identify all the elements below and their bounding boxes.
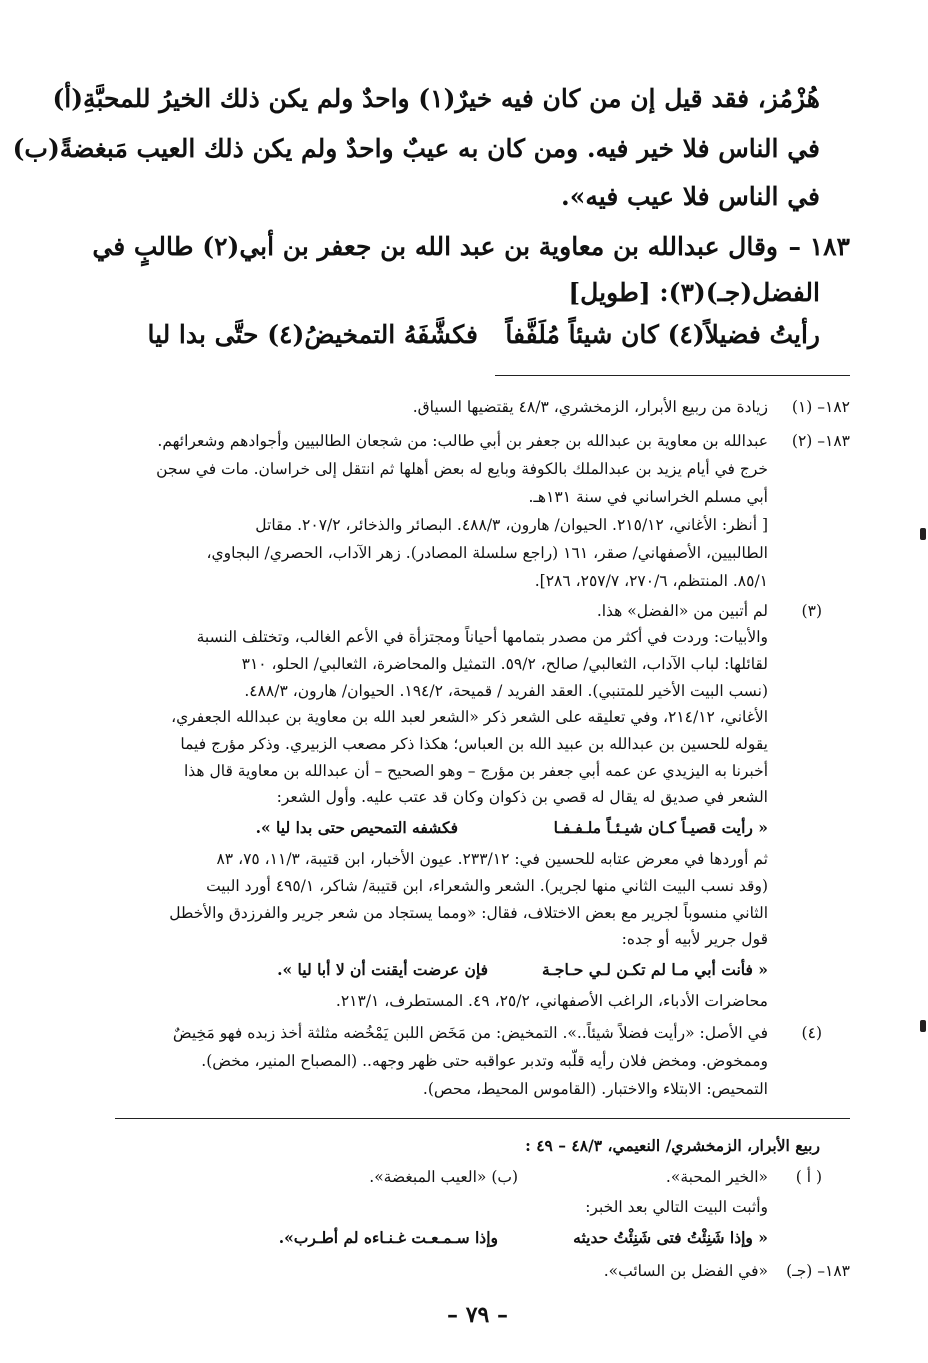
- variant-j-text: «في الفضل بن السائب».: [603, 1262, 768, 1280]
- margin-mark: [920, 528, 926, 540]
- note-3-line: محاضرات الأدباء، الراغب الأصفهاني، ٢٥/٢، ٤٩. المستطرف، ٢١٣/١.: [335, 992, 768, 1010]
- note-183-2-line: [ أنظر: الأغاني، ٢١٥/١٢. الحيوان/ هارون، ٤٨٨/٣. البصائر والذخائر، ٢٠٧/٢. مقاتل: [255, 516, 768, 534]
- note-182-1-text: زيادة من ربيع الأبرار، الزمخشري، ٤٨/٣ يقتضيها السياق.: [412, 398, 768, 416]
- variant-a-label: ( أ ): [795, 1168, 822, 1186]
- verse-hemistich-right: رأيتُ فضيلاً(٤) كان شيئاً مُلَفَّفاً: [505, 320, 820, 349]
- note-3-line: أخبرنا به اليزيدي عن عمه أبي جعفر بن مؤرج – وهو الصحيح – أن عبدالله بن معاوية قال هذا: [183, 762, 768, 780]
- page-number: – ٧٩ –: [447, 1302, 508, 1328]
- note-3-verse-1-left: فكشفه التمحيص حتى بدا ليا ».: [255, 818, 458, 837]
- note-3-line: لقائلها: لباب الآداب، الثعالبي/ صالح، ٥٩/٢. التمثيل والمحاضرة، الثعالبي/ الحلو، ٣١٠: [241, 655, 768, 673]
- note-3-label: (٣): [801, 602, 822, 620]
- entry-number-183: ١٨٣ –: [788, 232, 850, 261]
- note-4-label: (٤): [801, 1024, 822, 1042]
- note-3-line: (نسب البيت الأخير للمتنبي). العقد الفريد / قميحة، ١٩٤/٢. الحيوان/ هارون، ٤٨٨/٣.: [244, 682, 768, 700]
- note-183-2-line: ٨٥/١. المنتظم، ٢٧٠/٦، ٢٥٧/٧، ٢٨٦].: [534, 572, 768, 590]
- variant-a-text: «الخير المحبة».: [665, 1168, 768, 1186]
- variants-divider: [115, 1118, 850, 1119]
- note-3-line: الأغاني، ٢١٤/١٢، وفي تعليقه على الشعر ذكر «الشعر لعبد الله بن معاوية بن عبدالله الجعفري،: [171, 708, 768, 726]
- footnote-divider: [495, 375, 850, 376]
- note-4-line: في الأصل: «رأيت فضلاً شيئاً..». التمخيض: من مَخَض اللبن يَمْخُضه مثلثة أخذ زبده فهو مَخِيضٌ: [172, 1024, 768, 1042]
- note-3-verse-1-right: « رأيت قصيـاً كـان شيـئـاً ملـفـفـا: [553, 818, 768, 837]
- note-3-line: يقوله للحسين بن عبدالله بن عبيد الله بن العباس؛ هكذا ذكر مصعب الزبيري. وذكر مؤرج فيما: [180, 735, 768, 753]
- note-183-2-line: الطالبيين، الأصفهاني/ صقر، ١٦١ (راجع سلسلة المصادر). زهر الآداب، الحصري/ البجاوي،: [206, 544, 768, 562]
- note-3-verse-2-left: فإن عرضت أيقنت أن لا أبا ليا ».: [277, 960, 488, 979]
- note-3-verse-2-right: « فأنت أبي مـا لم تكـن لـي حـاجـة: [542, 960, 768, 979]
- variants-verse-right: « وإذا شَنِئْتُ فتى شَنِئْتُ حديثه: [573, 1228, 768, 1247]
- main-line-1: هُزْمُز، فقد قيل إن من كان فيه خيرٌ(١) واحدٌ ولم يكن ذلك الخيرُ للمحبَّةِ(أ): [52, 84, 820, 113]
- note-183-2-line: أبي مسلم الخراساني في سنة ١٣١هـ.: [528, 488, 768, 506]
- main-line-3: في الناس فلا عيب فيه».: [561, 182, 820, 211]
- note-3-line: (وقد نسب البيت الثاني منها لجرير). الشعر والشعراء، ابن قتيبة/ شاكر، ٤٩٥/١ أورد البيت: [206, 877, 768, 895]
- entry-183-line-1: وقال عبدالله بن معاوية بن عبد الله بن جعفر بن أبي(٢) طالبٍ في: [92, 232, 778, 261]
- note-3-line: لم أتبين من «الفضل» هذا.: [596, 602, 768, 620]
- note-182-1-label: ١٨٢– (١): [791, 398, 850, 416]
- variants-verse-left: وإذا سـمـعـت غـنـاءه لم أطـرب».: [278, 1228, 498, 1247]
- note-4-line: التمحيص: الابتلاء والاختبار. (القاموس المحيط، محص).: [422, 1080, 768, 1098]
- note-4-line: وممخوض. ومخض فلان رأيه قلّبه وتدبر عواقبه حتى ظهر وجهه.. (المصباح المنير، مخض).: [201, 1052, 768, 1070]
- variant-b-text: (ب) «العيب المبغضة».: [369, 1168, 518, 1186]
- variant-j-label: ١٨٣– (جـ): [786, 1262, 850, 1280]
- entry-183-line-2: الفضل(جـ)(٣): [طويل]: [568, 278, 820, 307]
- note-3-line: والأبيات: وردت في أكثر من مصدر بتمامها أحياناً ومجتزأة في الأعم الغالب، وتختلف النسبة: [196, 628, 768, 646]
- note-3-line: ثم أوردها في معرض عتابه للحسين في: ٢٣٣/١٢. عيون الأخبار، ابن قتيبة، ١١/٣، ٧٥، ٨٣: [216, 850, 768, 868]
- variants-after: وأثبت البيت التالي بعد الخبر:: [585, 1198, 768, 1216]
- margin-mark: [920, 1020, 926, 1032]
- verse-hemistich-left: فكشَّفَهُ التمخيضُ(٤) حتَّى بدا ليا: [147, 320, 478, 349]
- note-3-line: الشعر في صديق له يقال له قصي بن ذكوان وكان قد عتب عليه. وأول الشعر:: [276, 788, 768, 806]
- note-3-line: قول جرير لأبيه أو جده:: [621, 930, 768, 948]
- note-183-2-line: عبدالله بن معاوية بن عبدالله بن جعفر بن أبي طالب: من شجعان الطالبيين وأجوادهم وشعرائهم.: [157, 432, 768, 450]
- note-3-line: الثاني منسوباً لجرير مع بعض الاختلاف، فقال: «ومما يستجاد من شعر جرير والفرزدق والأخطل: [169, 904, 768, 922]
- note-183-2-line: خرج في أيام يزيد بن عبدالملك بالكوفة وبايع له بعض أهلها ثم انتقل إلى خراسان. مات في سجن: [156, 460, 768, 478]
- note-183-2-label: ١٨٣– (٢): [791, 432, 850, 450]
- variants-heading: ربيع الأبرار، الزمخشري/ النعيمي، ٤٨/٣ – ٤٩ :: [525, 1136, 820, 1155]
- main-line-2: في الناس فلا خير فيه. ومن كان به عيبٌ واحدٌ ولم يكن ذلك العيب مَبغضةً(ب): [12, 134, 820, 163]
